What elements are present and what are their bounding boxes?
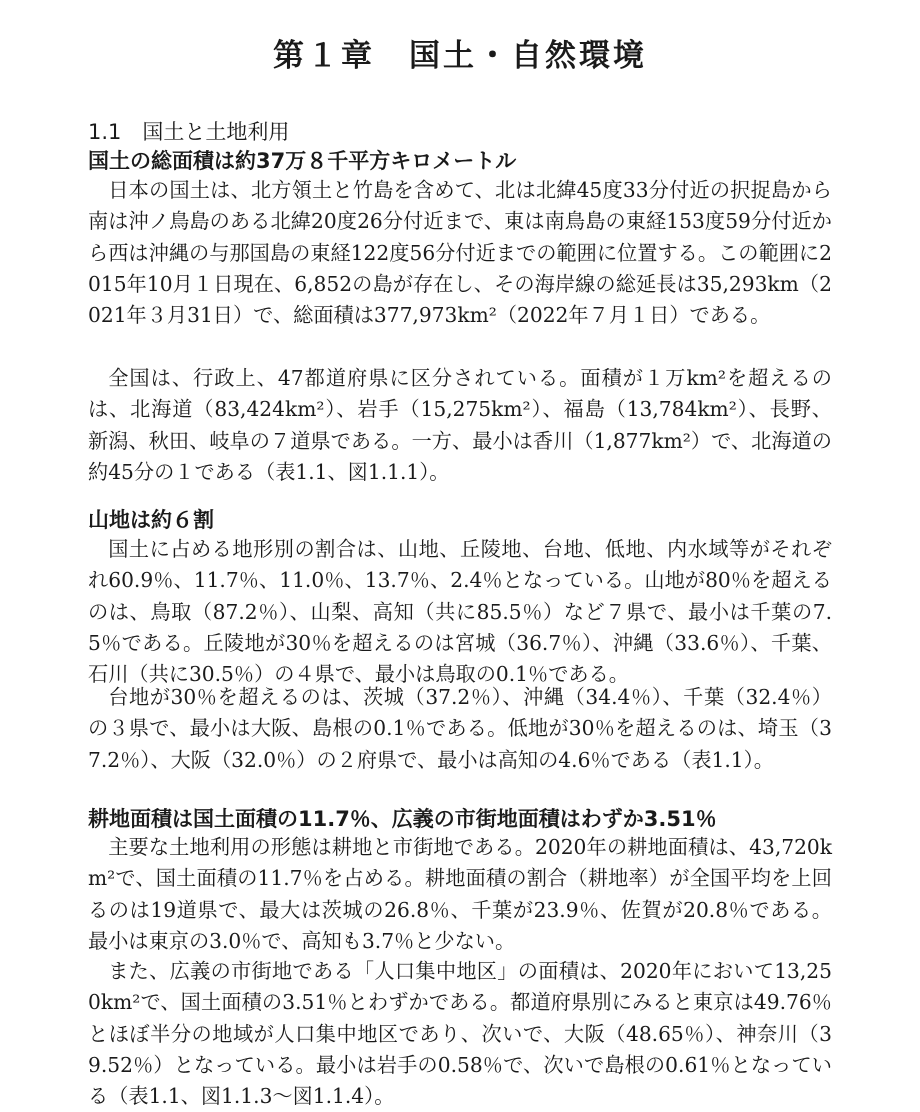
topic-heading-land-area: 国土の総面積は約37万８千平方キロメートル	[88, 149, 517, 173]
paragraph: また、広義の市街地である「人口集中地区」の面積は、2020年において13,250km²で、国土面積の3.51％とわずかである。都道府県別にみると東京は49.76％とほぼ半分の地域が人口集中地区であり、次いで、大阪（48.65％）、神奈川（39.52％）となっている。最小は岩手の0.58％で、次いで島根の0.61％となっている（表1.1、図1.1.3～図1.1.4）。	[88, 959, 832, 1109]
paragraph: 全国は、行政上、47都道府県に区分されている。面積が１万km²を超えるのは、北海道（83,424km²）、岩手（15,275km²）、福島（13,784km²）、長野、新潟、秋田、岐阜の７道県である。一方、最小は香川（1,877km²）で、北海道の約45分の１である（表1.1、図1.1.1）。	[88, 366, 832, 484]
paragraph: 主要な土地利用の形態は耕地と市街地である。2020年の耕地面積は、43,720km²で、国土面積の11.7％を占める。耕地面積の割合（耕地率）が全国平均を上回るのは19道県で、最大は茨城の26.8％、千葉が23.9％、佐賀が20.8％である。最小は東京の3.0％で、高知も3.7％と少ない。	[88, 835, 832, 953]
section-title: 1.1 国土と土地利用	[88, 120, 290, 144]
paragraph: 日本の国土は、北方領土と竹島を含めて、北は北緯45度33分付近の択捉島から南は沖ノ鳥島のある北緯20度26分付近まで、東は南鳥島の東経153度59分付近から西は沖縄の与那国島の東経122度56分付近までの範囲に位置する。この範囲に2015年10月１日現在、6,852の島が存在し、その海岸線の総延長は35,293km（2021年３月31日）で、総面積は377,973km²（2022年７月１日）である。	[88, 178, 832, 328]
paragraph: 台地が30％を超えるのは、茨城（37.2％）、沖縄（34.4％）、千葉（32.4％）の３県で、最小は大阪、島根の0.1％である。低地が30％を超えるのは、埼玉（37.2％）、大阪（32.0％）の２府県で、最小は高知の4.6％である（表1.1）。	[88, 685, 832, 772]
topic-heading-mountains: 山地は約６割	[88, 508, 214, 532]
chapter-title: 第１章 国土・自然環境	[273, 38, 647, 74]
paragraph: 国土に占める地形別の割合は、山地、丘陵地、台地、低地、内水域等がそれぞれ60.9％、11.7％、11.0％、13.7％、2.4％となっている。山地が80％を超えるのは、鳥取（87.2％）、山梨、高知（共に85.5％）など７県で、最小は千葉の7.5％である。丘陵地が30％を超えるのは宮城（36.7％）、沖縄（33.6％）、千葉、石川（共に30.5％）の４県で、最小は鳥取の0.1％である。	[88, 537, 832, 687]
topic-heading-farmland-urban: 耕地面積は国土面積の11.7％、広義の市街地面積はわずか3.51％	[88, 807, 717, 831]
